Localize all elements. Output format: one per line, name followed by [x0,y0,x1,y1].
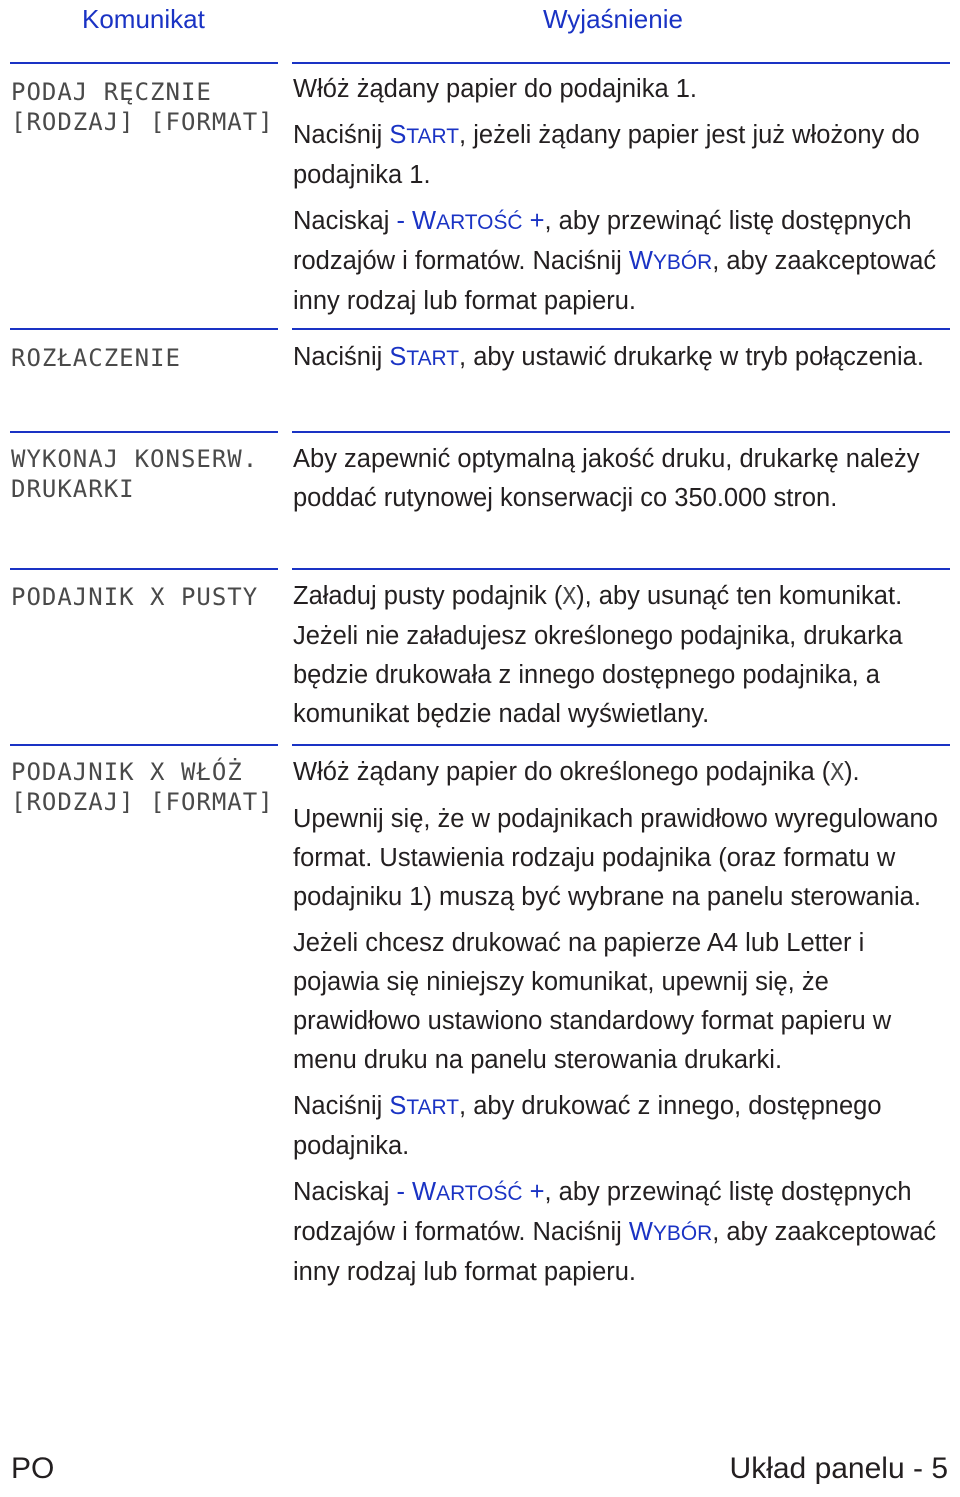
control-panel-key: WYBÓR [628,1218,713,1246]
table-rule [10,431,278,433]
explanation-paragraph: Naciśnij START, aby drukować z innego, dostępnego podajnika. [293,1092,882,1160]
table-rule [10,744,278,746]
table-rule [10,62,278,64]
column-header-message: Komunikat [82,4,205,34]
table-rule [10,568,278,570]
message-explanation [293,440,953,518]
explanation-paragraph: Włóż żądany papier do określonego podajnika (X). [293,758,860,786]
message-explanation [293,70,953,321]
display-message-line: ROZŁACZENIE [11,344,181,372]
display-message-line: WYKONAJ KONSERW. [11,445,259,473]
control-panel-key: START [389,1092,460,1120]
control-panel-key: WYBÓR [628,247,713,275]
table-rule [292,431,950,433]
message-explanation [293,753,953,1292]
explanation-paragraph: Jeżeli chcesz drukować na papierze A4 lub Letter i pojawia się niniejszy komunikat, upewnij się, że prawidłowo ustawiono standardowy format papieru w menu druku na panelu sterowania drukarki. [293,929,892,1074]
display-message [11,444,258,504]
column-header-explanation: Wyjaśnienie [543,4,683,34]
tray-variable: X [830,760,845,786]
display-message-line: PODAJNIK X PUSTY [11,583,259,611]
control-panel-key: START [389,343,460,371]
table-rule [292,744,950,746]
display-message [11,77,274,137]
table-rule [10,328,278,330]
explanation-paragraph: Naciskaj - WARTOŚĆ +, aby przewinąć listę dostępnych rodzajów i formatów. Naciśnij WYBÓR, aby zaakceptować inny rodzaj lub format papieru. [293,1178,937,1286]
control-panel-key: - WARTOŚĆ + [396,1178,545,1206]
explanation-paragraph: Upewnij się, że w podajnikach prawidłowo wyregulowano format. Ustawienia rodzaju podajnika (oraz formatu w podajniku 1) muszą być wybrane na panelu sterowania. [293,805,938,911]
display-message-line: PODAJ RĘCZNIE [11,78,212,106]
explanation-paragraph: Załaduj pusty podajnik (X), aby usunąć ten komunikat. Jeżeli nie załadujesz określonego podajnika, drukarka będzie drukowała z innego dostępnego podajnika, a komunikat będzie nadal wyświetlany. [293,582,903,728]
footer-page-label: Układ panelu - 5 [729,1452,948,1485]
tray-variable: X [562,584,577,610]
control-panel-key: - WARTOŚĆ + [396,207,545,235]
table-rule [292,62,950,64]
explanation-paragraph: Włóż żądany papier do podajnika 1. [293,75,698,103]
display-message-line: PODAJNIK X WŁÓŻ [11,758,243,786]
display-message [11,582,258,612]
display-message-line: DRUKARKI [11,475,135,503]
display-message [11,757,274,817]
explanation-paragraph: Naciśnij START, jeżeli żądany papier jest już włożony do podajnika 1. [293,121,920,189]
explanation-paragraph: Aby zapewnić optymalną jakość druku, drukarkę należy poddać rutynowej konserwacji co 350.000 stron. [293,445,920,512]
footer-left: PO [11,1452,55,1485]
message-explanation [293,338,953,378]
table-rule [292,328,950,330]
table-rule [292,568,950,570]
explanation-paragraph: Naciśnij START, aby ustawić drukarkę w tryb połączenia. [293,343,924,371]
display-message [11,343,181,373]
message-explanation [293,577,953,734]
explanation-paragraph: Naciskaj - WARTOŚĆ +, aby przewinąć listę dostępnych rodzajów i formatów. Naciśnij WYBÓR, aby zaakceptować inny rodzaj lub format papieru. [293,207,937,315]
display-message-line: [RODZAJ] [FORMAT] [11,108,274,136]
display-message-line: [RODZAJ] [FORMAT] [11,788,274,816]
control-panel-key: START [389,121,460,149]
